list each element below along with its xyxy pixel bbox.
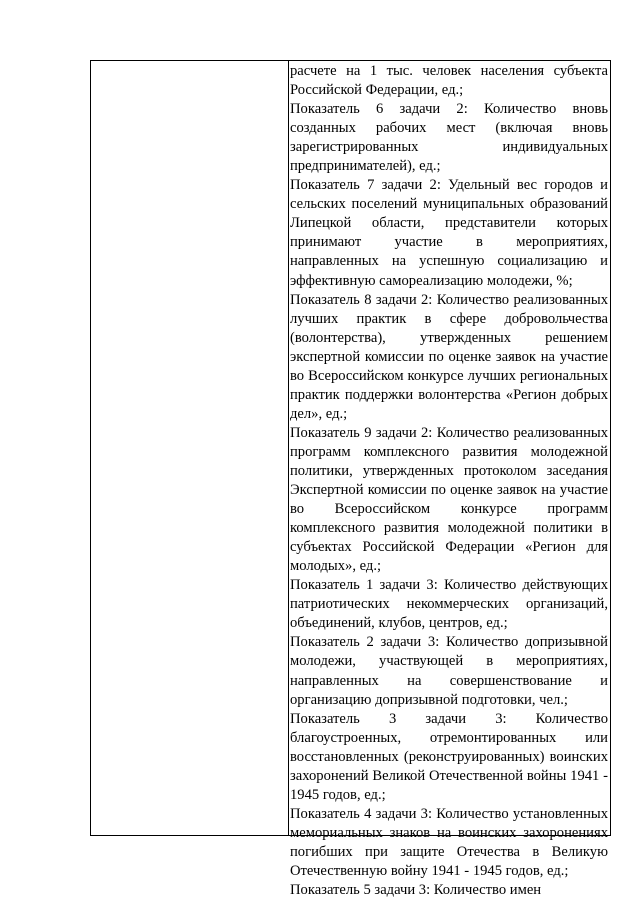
indicator-paragraph: Показатель 9 задачи 2: Количество реализованных программ комплексного развития молодежной политики, утвержденных протоколом заседания Экспертной комиссии по оценке заявок на участие во Всероссийском конкурсе программ комплексного развития молодежной политики в субъектах Российской Федерации «Регион для молодых», ед.; bbox=[290, 424, 608, 575]
indicator-paragraph: Показатель 4 задачи 3: Количество установленных мемориальных знаков на воинских захоронениях погибших при защите Отечества в Великую Отечественную войну 1941 - 1945 годов, ед.; bbox=[290, 805, 608, 879]
table-left-cell bbox=[91, 61, 288, 835]
indicator-paragraph: Показатель 6 задачи 2: Количество вновь созданных рабочих мест (включая вновь зарегистрированных индивидуальных предпринимателей), ед.; bbox=[290, 101, 608, 175]
indicator-paragraph: Показатель 2 задачи 3: Количество допризывной молодежи, участвующей в мероприятиях, направленных на совершенствование и организацию допризывной подготовки, чел.; bbox=[290, 634, 608, 708]
indicator-paragraph: Показатель 8 задачи 2: Количество реализованных лучших практик в сфере добровольчества (волонтерства), утвержденных решением экспертной комиссии по оценке заявок на участие во Всероссийском конкурсе лучших региональных практик поддержки волонтерства «Регион добрых дел», ед.; bbox=[290, 291, 608, 422]
indicator-paragraph: Показатель 1 задачи 3: Количество действующих патриотических некоммерческих организаций, объединений, клубов, центров, ед.; bbox=[290, 577, 608, 632]
indicator-paragraph: расчете на 1 тыс. человек населения субъекта Российской Федерации, ед.; bbox=[290, 63, 608, 99]
indicator-paragraph: Показатель 7 задачи 2: Удельный вес городов и сельских поселений муниципальных образований Липецкой области, представители которых принимают участие в мероприятиях, направленных на успешную социализацию и эффективную самореализацию молодежи, %; bbox=[290, 177, 608, 289]
indicator-paragraph: Показатель 3 задачи 3: Количество благоустроенных, отремонтированных или восстановленных (реконструированных) воинских захоронений Великой Отечественной войны 1941 - 1945 годов, ед.; bbox=[290, 710, 608, 803]
indicator-paragraph: Показатель 5 задачи 3: Количество имен bbox=[290, 882, 542, 899]
table-right-cell bbox=[289, 61, 610, 899]
table-frame bbox=[90, 60, 611, 899]
